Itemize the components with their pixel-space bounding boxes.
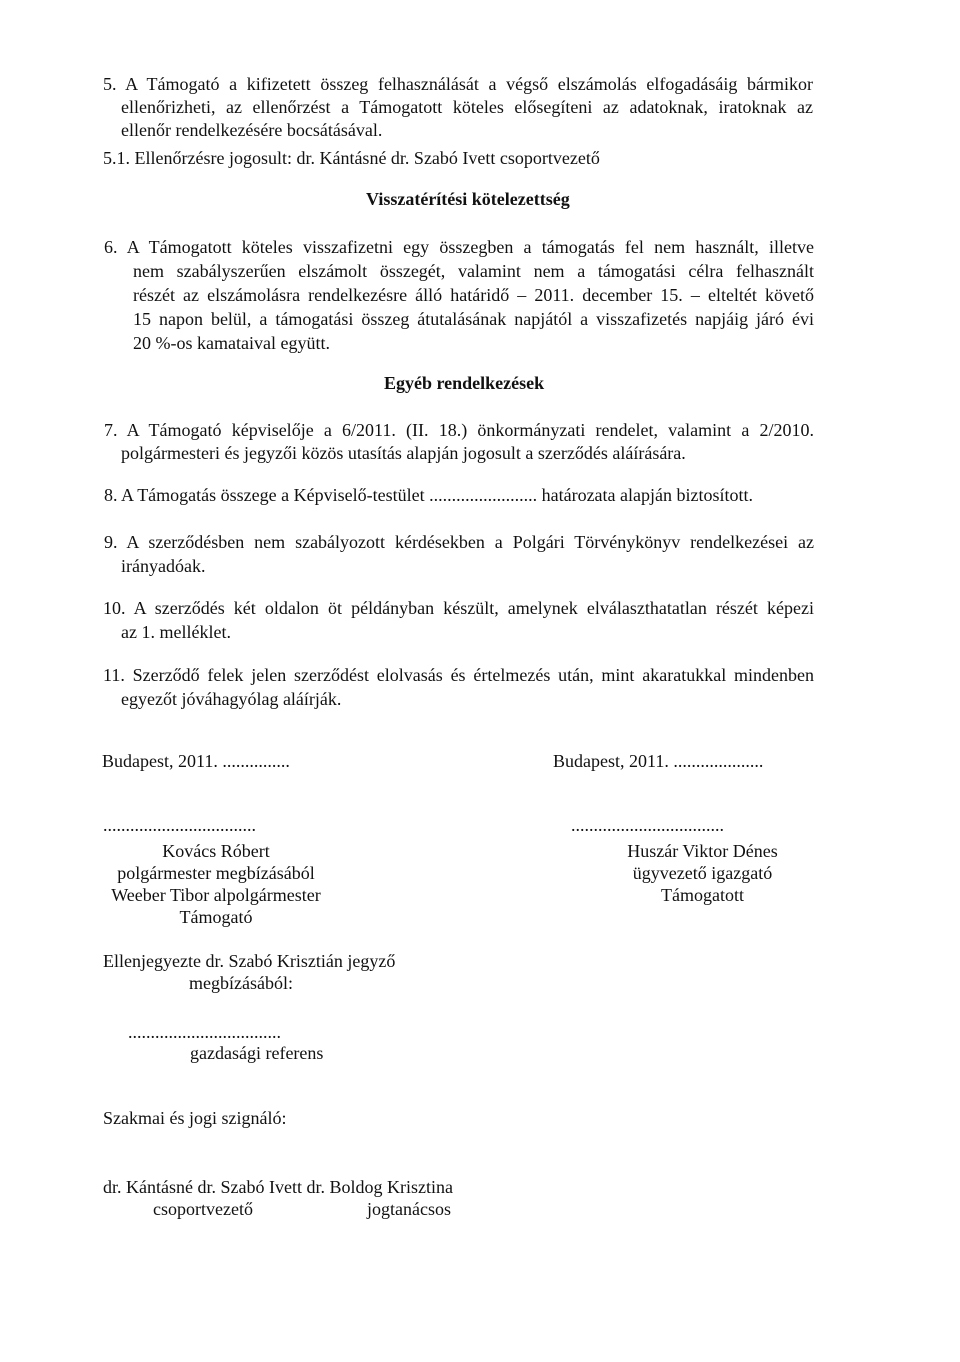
- section-6-line-4: 15 napon belül, a támogatási összeg átutalásának napjától a visszafizetés napjáig járó évi: [133, 309, 814, 329]
- section-11-line-1: 11. Szerződő felek jelen szerződést elolvasás és értelmezés után, mint akaratukkal mindenben: [103, 665, 814, 685]
- section-5-1: 5.1. Ellenőrzésre jogosult: dr. Kántásné dr. Szabó Ivett csoportvezető: [103, 148, 600, 168]
- signatory-right-line-2: ügyvezető igazgató: [632, 863, 773, 883]
- countersign-signature-line: ..................................: [128, 1022, 281, 1042]
- section-7-line-2: polgármesteri és jegyzői közös utasítás alapján jogosult a szerződés aláírására.: [121, 443, 686, 463]
- section-5-line-1: 5. A Támogató a kifizetett összeg felhasználását a végső elszámolás elfogadásáig bármikor: [103, 74, 813, 94]
- section-6-line-5: 20 %-os kamataival együtt.: [133, 333, 330, 353]
- section-5-line-2: ellenőrizheti, az ellenőrzést a Támogatott köteles elősegíteni az adatoknak, iratoknak az: [121, 97, 813, 117]
- section-9-line-2: irányadóak.: [121, 556, 206, 576]
- signature-line-right: ..................................: [571, 815, 724, 835]
- section-8: 8. A Támogatás összege a Képviselő-testület ........................ határozata alapján biztosított.: [104, 485, 754, 505]
- section-6-line-2: nem szabályszerűen elszámolt összegét, valamint nem a támogatási célra felhasznált: [133, 261, 814, 281]
- section-10-line-1: 10. A szerződés két oldalon öt példányban készült, amelynek elválaszthatatlan részét képezi: [103, 598, 814, 618]
- section-6-line-1: 6. A Támogatott köteles visszafizetni egy összegben a támogatás fel nem használt, illetve: [104, 237, 814, 257]
- section-6-line-3: részét az elszámolásra rendelkezésre álló határidő – 2011. december 15. – elteltét követő: [133, 285, 814, 305]
- place-date-left: Budapest, 2011. ...............: [102, 751, 290, 771]
- section-7-line-1: 7. A Támogató képviselője a 6/2011. (II. 18.) önkormányzati rendelet, valamint a 2/2010.: [104, 420, 814, 440]
- signatory-left-line-3: Weeber Tibor alpolgármester: [111, 885, 321, 905]
- signature-line-left: ..................................: [103, 815, 256, 835]
- place-date-right: Budapest, 2011. ....................: [553, 751, 764, 771]
- signatory-left-name: Kovács Róbert: [162, 841, 270, 861]
- section-5-line-3: ellenőr rendelkezésére bocsátásával.: [121, 120, 383, 140]
- section-10-line-2: az 1. melléklet.: [121, 622, 231, 642]
- initials-title: Szakmai és jogi szignáló:: [103, 1108, 287, 1128]
- signatory-left-line-2: polgármester megbízásából: [117, 863, 315, 883]
- section-9-line-1: 9. A szerződésben nem szabályozott kérdésekben a Polgári Törvénykönyv rendelkezései az: [104, 532, 814, 552]
- heading-other-provisions: Egyéb rendelkezések: [384, 373, 545, 393]
- countersign-role: gazdasági referens: [190, 1043, 324, 1063]
- countersign-line-2: megbízásából:: [189, 973, 293, 993]
- signatory-right-role: Támogatott: [661, 885, 744, 905]
- signatory-right-name: Huszár Viktor Dénes: [627, 841, 778, 861]
- heading-refund-obligation: Visszatérítési kötelezettség: [366, 189, 570, 209]
- initials-role-left: csoportvezető: [153, 1199, 253, 1219]
- initials-role-right: jogtanácsos: [367, 1199, 451, 1219]
- signatory-left-role: Támogató: [179, 907, 253, 927]
- countersign-line-1: Ellenjegyezte dr. Szabó Krisztián jegyző: [103, 951, 396, 971]
- initials-names: dr. Kántásné dr. Szabó Ivett dr. Boldog Krisztina: [103, 1177, 453, 1197]
- section-11-line-2: egyezőt jóváhagyólag aláírják.: [121, 689, 342, 709]
